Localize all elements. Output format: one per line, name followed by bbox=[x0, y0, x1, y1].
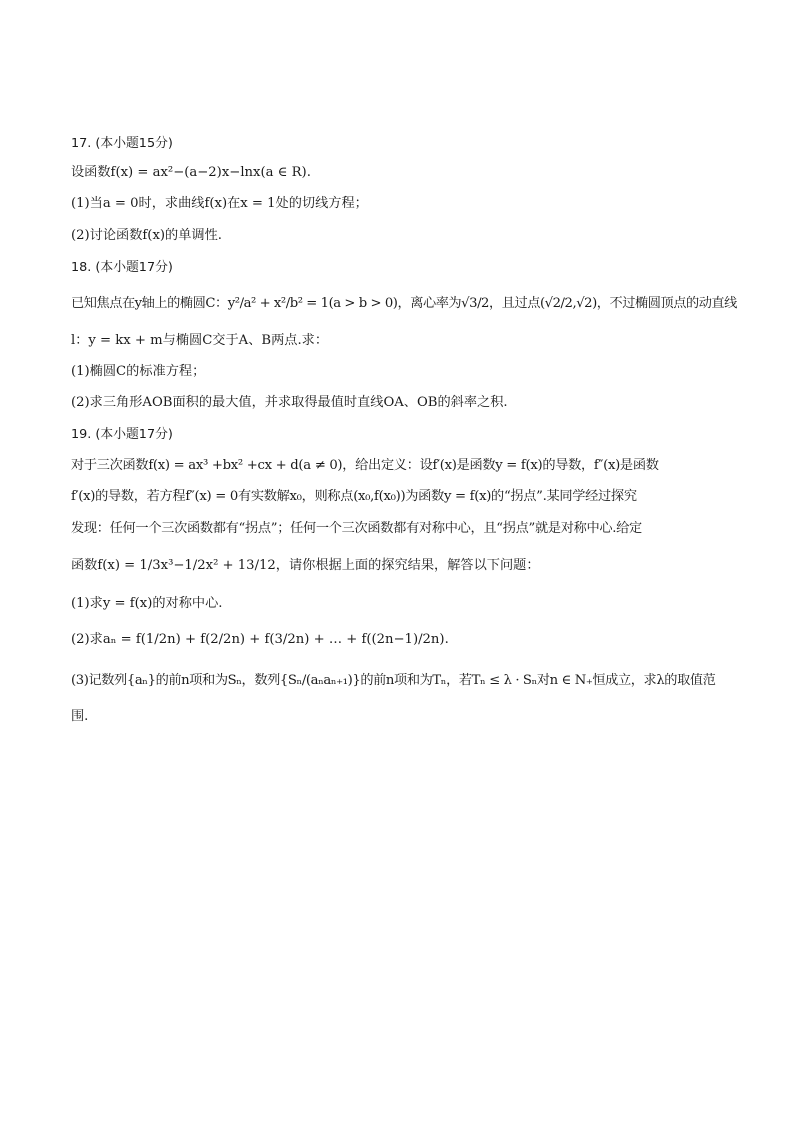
q18-stem-line1: 已知焦点在y轴上的椭圆C：y²/a² + x²/b² = 1(a > b > 0)，离心率为√3/2，且过点(√2/2,√2)，不过椭圆顶点的动直线 bbox=[71, 296, 737, 311]
q19-part3-line2: 围. bbox=[71, 709, 89, 724]
q18-part1: (1)椭圆C的标准方程； bbox=[71, 364, 206, 379]
q19-stem-line2: f′(x)的导数，若方程f″(x) = 0有实数解x₀，则称点(x₀,f(x₀))为函数y = f(x)的“拐点”.某同学经过探究 bbox=[71, 489, 637, 504]
q19-part1: (1)求y = f(x)的对称中心. bbox=[71, 596, 223, 611]
q18-header: 18. (本小题17分) bbox=[71, 260, 173, 275]
q17-part1: (1)当a = 0时，求曲线f(x)在x = 1处的切线方程； bbox=[71, 196, 368, 211]
q19-header: 19. (本小题17分) bbox=[71, 427, 173, 442]
q19-stem-line4: 函数f(x) = 1/3x³−1/2x² + 13/12，请你根据上面的探究结果，解答以下问题： bbox=[71, 558, 540, 573]
q19-part3-line1: (3)记数列{aₙ}的前n项和为Sₙ，数列{Sₙ/(aₙaₙ₊₁)}的前n项和为Tₙ，若Tₙ ≤ λ · Sₙ对n ∈ N₊恒成立，求λ的取值范 bbox=[71, 673, 716, 688]
q18-stem-line2: l：y = kx + m与椭圆C交于A、B两点.求： bbox=[71, 333, 329, 348]
q17-header: 17. (本小题15分) bbox=[71, 136, 173, 151]
q19-stem-line3: 发现：任何一个三次函数都有“拐点”；任何一个三次函数都有对称中心，且“拐点”就是对称中心.给定 bbox=[71, 521, 642, 536]
q18-part2: (2)求三角形AOB面积的最大值，并求取得最值时直线OA、OB的斜率之积. bbox=[71, 395, 508, 410]
q17-part2: (2)讨论函数f(x)的单调性. bbox=[71, 228, 222, 243]
q19-stem-line1: 对于三次函数f(x) = ax³ +bx² +cx + d(a ≠ 0)，给出定义：设f′(x)是函数y = f(x)的导数，f″(x)是函数 bbox=[71, 458, 659, 473]
q17-stem: 设函数f(x) = ax²−(a−2)x−lnx(a ∈ R). bbox=[71, 165, 311, 180]
q19-part2: (2)求aₙ = f(1/2n) + f(2/2n) + f(3/2n) + … + f((2n−1)/2n). bbox=[71, 632, 449, 647]
